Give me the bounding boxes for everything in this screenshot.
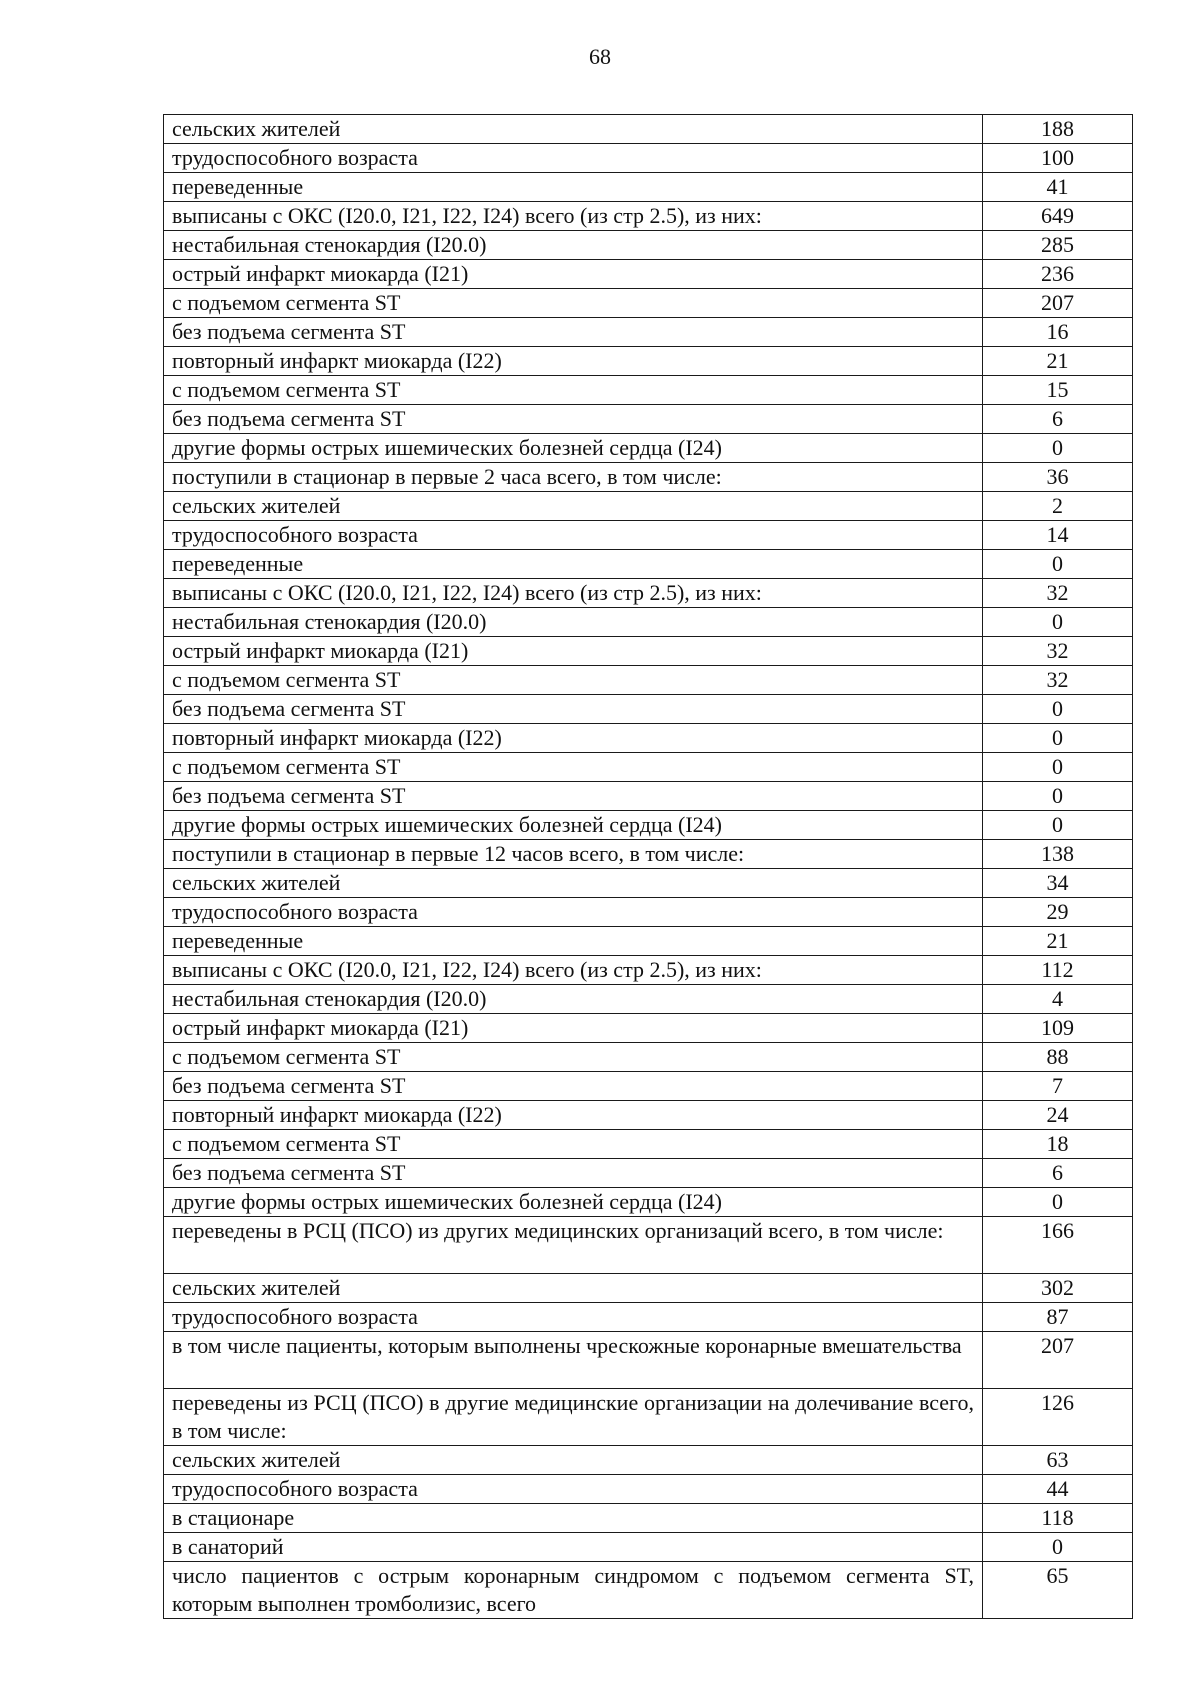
table-row: [164, 985, 1133, 1014]
row-value: 100: [983, 144, 1133, 173]
table-row: [164, 608, 1133, 637]
row-value: 24: [983, 1101, 1133, 1130]
table-row: [164, 144, 1133, 173]
row-value: 4: [983, 985, 1133, 1014]
table-row: [164, 840, 1133, 869]
row-label: без подъема сегмента ST: [164, 1159, 983, 1188]
row-value: 0: [983, 724, 1133, 753]
row-value: 166: [983, 1217, 1133, 1274]
row-label: трудоспособного возраста: [164, 521, 983, 550]
row-label: трудоспособного возраста: [164, 1303, 983, 1332]
table-row: [164, 550, 1133, 579]
row-value: 41: [983, 173, 1133, 202]
table-row: [164, 289, 1133, 318]
row-label: другие формы острых ишемических болезней сердца (I24): [164, 1188, 983, 1217]
table-row: [164, 1188, 1133, 1217]
row-label: в стационаре: [164, 1504, 983, 1533]
row-value: 118: [983, 1504, 1133, 1533]
row-label: с подъемом сегмента ST: [164, 1130, 983, 1159]
row-value: 21: [983, 347, 1133, 376]
row-label: число пациентов с острым коронарным синдромом с подъемом сегмента ST, которым выполнен тромболизис, всего: [164, 1562, 983, 1619]
row-value: 0: [983, 608, 1133, 637]
table-row: [164, 1446, 1133, 1475]
row-label: без подъема сегмента ST: [164, 318, 983, 347]
table-row: [164, 1504, 1133, 1533]
table-row: [164, 869, 1133, 898]
row-value: 0: [983, 753, 1133, 782]
row-value: 63: [983, 1446, 1133, 1475]
table-row: [164, 521, 1133, 550]
row-value: 2: [983, 492, 1133, 521]
row-label: другие формы острых ишемических болезней сердца (I24): [164, 811, 983, 840]
table-row: [164, 1130, 1133, 1159]
table-row: [164, 782, 1133, 811]
row-label: сельских жителей: [164, 1274, 983, 1303]
table-row: [164, 1217, 1133, 1274]
row-value: 207: [983, 289, 1133, 318]
row-label: сельских жителей: [164, 492, 983, 521]
row-label: трудоспособного возраста: [164, 898, 983, 927]
row-label: переведены в РСЦ (ПСО) из других медицинских организаций всего, в том числе:: [164, 1217, 983, 1274]
table-row: [164, 898, 1133, 927]
table-row: [164, 1043, 1133, 1072]
table-row: [164, 347, 1133, 376]
row-label: с подъемом сегмента ST: [164, 753, 983, 782]
table-row: [164, 1389, 1133, 1446]
table-row: [164, 1014, 1133, 1043]
row-value: 0: [983, 1188, 1133, 1217]
table-row: [164, 1562, 1133, 1619]
table-row: [164, 1533, 1133, 1562]
row-label: без подъема сегмента ST: [164, 1072, 983, 1101]
row-label: с подъемом сегмента ST: [164, 376, 983, 405]
row-value: 0: [983, 1533, 1133, 1562]
table-row: [164, 231, 1133, 260]
row-label: сельских жителей: [164, 115, 983, 144]
table-row: [164, 695, 1133, 724]
row-label: нестабильная стенокардия (I20.0): [164, 985, 983, 1014]
table-row: [164, 1274, 1133, 1303]
row-value: 109: [983, 1014, 1133, 1043]
row-value: 302: [983, 1274, 1133, 1303]
table-row: [164, 492, 1133, 521]
row-value: 0: [983, 811, 1133, 840]
table-row: [164, 753, 1133, 782]
row-label: повторный инфаркт миокарда (I22): [164, 724, 983, 753]
row-label: переведены из РСЦ (ПСО) в другие медицинские организации на долечивание всего, в том числе:: [164, 1389, 983, 1446]
table-row: [164, 376, 1133, 405]
row-value: 112: [983, 956, 1133, 985]
row-label: нестабильная стенокардия (I20.0): [164, 231, 983, 260]
row-label: выписаны с ОКС (I20.0, I21, I22, I24) всего (из стр 2.5), из них:: [164, 202, 983, 231]
row-value: 649: [983, 202, 1133, 231]
row-label: другие формы острых ишемических болезней сердца (I24): [164, 434, 983, 463]
row-value: 7: [983, 1072, 1133, 1101]
row-label: с подъемом сегмента ST: [164, 1043, 983, 1072]
row-label: в том числе пациенты, которым выполнены чрескожные коронарные вмешательства: [164, 1332, 983, 1389]
row-value: 36: [983, 463, 1133, 492]
row-value: 0: [983, 550, 1133, 579]
table-row: [164, 115, 1133, 144]
table-row: [164, 724, 1133, 753]
table-row: [164, 260, 1133, 289]
table-row: [164, 811, 1133, 840]
table-row: [164, 579, 1133, 608]
row-label: выписаны с ОКС (I20.0, I21, I22, I24) всего (из стр 2.5), из них:: [164, 579, 983, 608]
row-value: 6: [983, 1159, 1133, 1188]
row-label: острый инфаркт миокарда (I21): [164, 637, 983, 666]
row-label: в санаторий: [164, 1533, 983, 1562]
row-value: 6: [983, 405, 1133, 434]
row-value: 236: [983, 260, 1133, 289]
table-row: [164, 1475, 1133, 1504]
row-value: 32: [983, 637, 1133, 666]
table-row: [164, 1159, 1133, 1188]
table-row: [164, 318, 1133, 347]
table-row: [164, 202, 1133, 231]
row-label: без подъема сегмента ST: [164, 405, 983, 434]
row-value: 21: [983, 927, 1133, 956]
row-value: 0: [983, 434, 1133, 463]
row-value: 65: [983, 1562, 1133, 1619]
page-number: 68: [589, 44, 611, 69]
row-value: 188: [983, 115, 1133, 144]
row-label: без подъема сегмента ST: [164, 782, 983, 811]
statistics-table-body: [164, 115, 1133, 1619]
table-row: [164, 463, 1133, 492]
row-label: острый инфаркт миокарда (I21): [164, 260, 983, 289]
table-row: [164, 637, 1133, 666]
table-row: [164, 1303, 1133, 1332]
row-label: выписаны с ОКС (I20.0, I21, I22, I24) всего (из стр 2.5), из них:: [164, 956, 983, 985]
row-value: 16: [983, 318, 1133, 347]
row-label: переведенные: [164, 927, 983, 956]
table-row: [164, 173, 1133, 202]
row-label: с подъемом сегмента ST: [164, 666, 983, 695]
table-row: [164, 1332, 1133, 1389]
row-value: 34: [983, 869, 1133, 898]
table-row: [164, 1101, 1133, 1130]
table-row: [164, 405, 1133, 434]
row-label: повторный инфаркт миокарда (I22): [164, 1101, 983, 1130]
table-row: [164, 927, 1133, 956]
row-label: трудоспособного возраста: [164, 1475, 983, 1504]
row-value: 15: [983, 376, 1133, 405]
row-label: без подъема сегмента ST: [164, 695, 983, 724]
row-value: 88: [983, 1043, 1133, 1072]
row-value: 32: [983, 666, 1133, 695]
row-value: 44: [983, 1475, 1133, 1504]
row-value: 87: [983, 1303, 1133, 1332]
table-row: [164, 1072, 1133, 1101]
row-label: трудоспособного возраста: [164, 144, 983, 173]
table-row: [164, 434, 1133, 463]
row-value: 126: [983, 1389, 1133, 1446]
row-value: 32: [983, 579, 1133, 608]
row-label: сельских жителей: [164, 869, 983, 898]
statistics-table: [163, 114, 1133, 1619]
row-label: переведенные: [164, 550, 983, 579]
row-value: 18: [983, 1130, 1133, 1159]
table-row: [164, 666, 1133, 695]
row-label: острый инфаркт миокарда (I21): [164, 1014, 983, 1043]
row-label: сельских жителей: [164, 1446, 983, 1475]
row-label: повторный инфаркт миокарда (I22): [164, 347, 983, 376]
row-label: нестабильная стенокардия (I20.0): [164, 608, 983, 637]
row-label: переведенные: [164, 173, 983, 202]
table-row: [164, 956, 1133, 985]
row-value: 29: [983, 898, 1133, 927]
row-label: поступили в стационар в первые 2 часа всего, в том числе:: [164, 463, 983, 492]
row-value: 138: [983, 840, 1133, 869]
row-value: 0: [983, 695, 1133, 724]
row-value: 207: [983, 1332, 1133, 1389]
row-label: поступили в стационар в первые 12 часов всего, в том числе:: [164, 840, 983, 869]
row-value: 285: [983, 231, 1133, 260]
row-label: с подъемом сегмента ST: [164, 289, 983, 318]
row-value: 14: [983, 521, 1133, 550]
row-value: 0: [983, 782, 1133, 811]
